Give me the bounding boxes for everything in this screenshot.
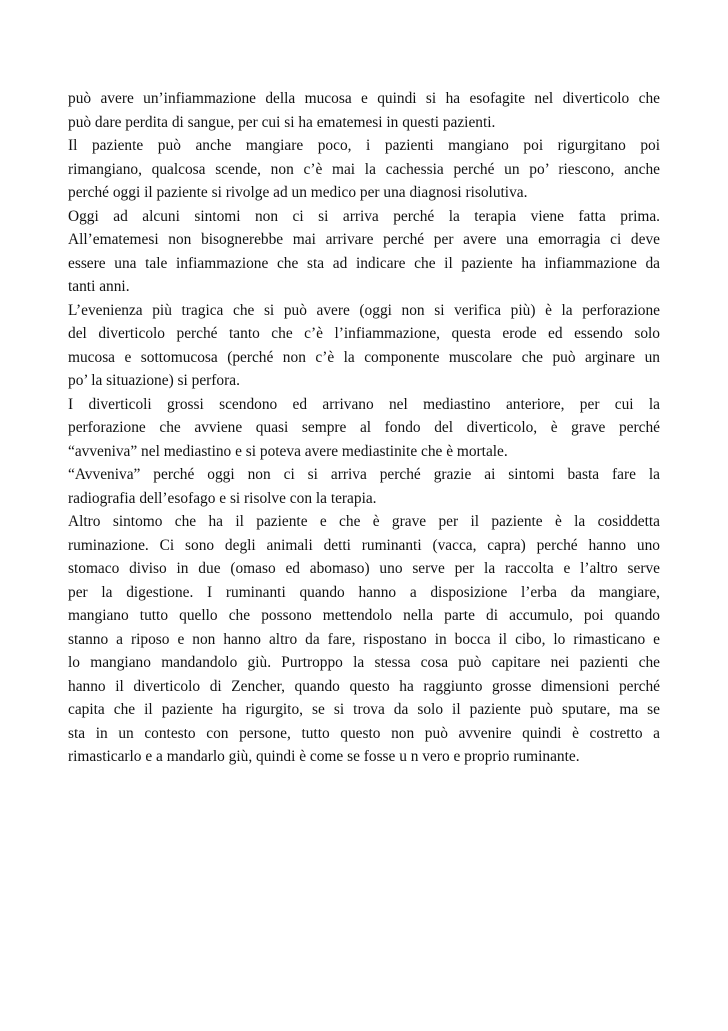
text-line: ruminazione. Ci sono degli animali detti ruminanti (vacca, capra) perché hanno uno	[68, 536, 660, 554]
text-line: può dare perdita di sangue, per cui si ha ematemesi in questi pazienti.	[68, 113, 496, 131]
text-line: rimangiano, qualcosa scende, non c’è mai la cachessia perché un po’ riescono, anche	[68, 160, 660, 178]
text-line: del diverticolo perché tanto che c’è l’infiammazione, questa erode ed essendo solo	[68, 325, 660, 342]
text-line: Oggi ad alcuni sintomi non ci si arriva perché la terapia viene fatta prima.	[68, 207, 660, 225]
text-line: stomaco diviso in due (omaso ed abomaso) uno serve per la raccolta e l’altro serve	[68, 560, 660, 577]
text-line: hanno il diverticolo di Zencher, quando questo ha raggiunto grosse dimensioni perché	[68, 677, 660, 695]
text-line: Altro sintomo che ha il paziente e che è grave per il paziente è la cosiddetta	[68, 513, 660, 530]
text-line: può avere un’infiammazione della mucosa e quindi si ha esofagite nel diverticolo che	[68, 90, 660, 107]
text-line: “Avveniva” perché oggi non ci si arriva perché grazie ai sintomi basta fare la	[68, 466, 660, 483]
text-line: lo mangiano mandandolo giù. Purtroppo la stessa cosa può capitare nei pazienti che	[68, 654, 660, 671]
text-line: essere una tale infiammazione che sta ad indicare che il paziente ha infiammazione da	[68, 254, 660, 272]
text-line: sta in un contesto con persone, tutto questo non può avvenire quindi è costretto a	[68, 724, 660, 742]
text-line: L’evenienza più tragica che si può avere (oggi non si verifica più) è la perforazione	[68, 301, 660, 319]
text-line: po’ la situazione) si perfora.	[68, 372, 240, 389]
text-line: perché oggi il paziente si rivolge ad un medico per una diagnosi risolutiva.	[68, 184, 528, 201]
text-line: rimasticarlo e a mandarlo giù, quindi è come se fosse u n vero e proprio ruminante.	[68, 748, 580, 765]
text-line: mucosa e sottomucosa (perché non c’è la componente muscolare che può arginare un	[68, 348, 660, 366]
text-line: “avveniva” nel mediastino e si poteva avere mediastinite che è mortale.	[68, 442, 508, 460]
text-line: perforazione che avviene quasi sempre al fondo del diverticolo, è grave perché	[68, 419, 660, 436]
text-line: radiografia dell’esofago e si risolve con la terapia.	[68, 489, 377, 507]
text-line: mangiano tutto quello che possono mettendolo nella parte di accumulo, poi quando	[68, 607, 660, 624]
text-line: Il paziente può anche mangiare poco, i pazienti mangiano poi rigurgitano poi	[68, 137, 660, 154]
text-line: per la digestione. I ruminanti quando hanno a disposizione l’erba da mangiare,	[68, 583, 660, 601]
text-line: I diverticoli grossi scendono ed arrivano nel mediastino anteriore, per cui la	[68, 395, 660, 413]
text-line: capita che il paziente ha rigurgito, se si trova da solo il paziente può sputare, ma se	[68, 701, 660, 718]
text-line: All’ematemesi non bisognerebbe mai arrivare perché per avere una emorragia ci deve	[68, 231, 660, 248]
document-page	[68, 87, 660, 769]
text-line: tanti anni.	[68, 278, 130, 295]
text-line: stanno a riposo e non hanno altro da fare, rispostano in bocca il cibo, lo rimasticano e	[68, 630, 660, 648]
